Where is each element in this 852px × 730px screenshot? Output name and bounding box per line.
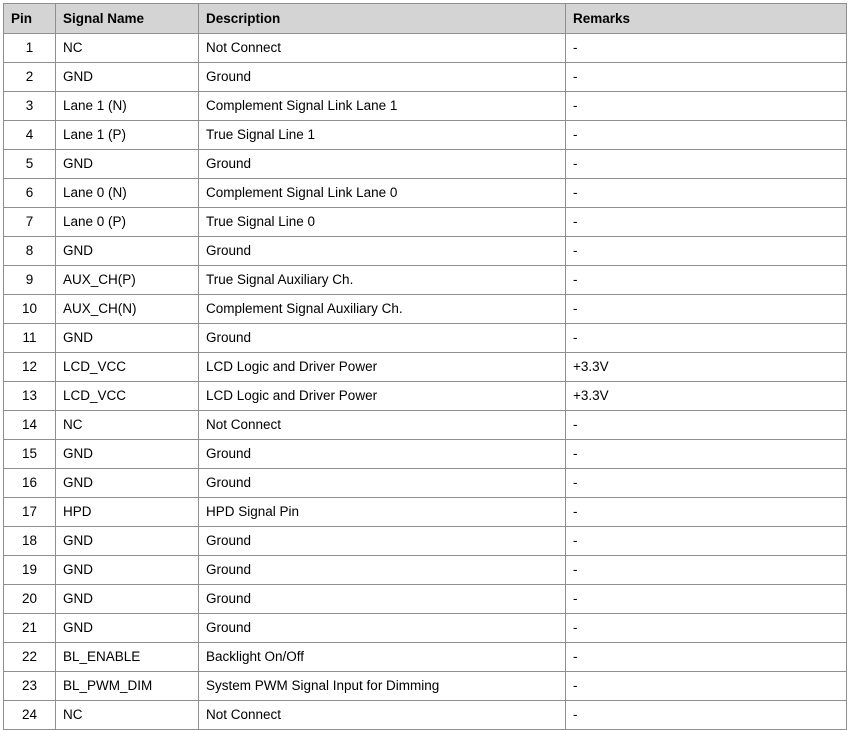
cell-description: Ground — [199, 150, 566, 179]
cell-signal-name: GND — [56, 585, 199, 614]
table-row — [4, 34, 847, 63]
cell-description: LCD Logic and Driver Power — [199, 353, 566, 382]
table-header — [4, 4, 847, 34]
cell-remarks: - — [566, 643, 847, 672]
cell-remarks: - — [566, 469, 847, 498]
cell-signal-name: GND — [56, 63, 199, 92]
table-row — [4, 266, 847, 295]
cell-pin: 24 — [4, 701, 56, 730]
table-row — [4, 643, 847, 672]
cell-pin: 23 — [4, 672, 56, 701]
table-row — [4, 237, 847, 266]
table-row — [4, 672, 847, 701]
cell-description: Not Connect — [199, 411, 566, 440]
cell-signal-name: BL_ENABLE — [56, 643, 199, 672]
cell-signal-name: AUX_CH(P) — [56, 266, 199, 295]
table-row — [4, 498, 847, 527]
table-row — [4, 208, 847, 237]
cell-pin: 3 — [4, 92, 56, 121]
cell-remarks: +3.3V — [566, 353, 847, 382]
table-row — [4, 295, 847, 324]
cell-signal-name: LCD_VCC — [56, 353, 199, 382]
cell-remarks: - — [566, 266, 847, 295]
cell-pin: 8 — [4, 237, 56, 266]
cell-description: Not Connect — [199, 34, 566, 63]
table-header-row — [4, 4, 847, 34]
table-row — [4, 527, 847, 556]
column-header-pin: Pin — [4, 4, 56, 34]
cell-description: Ground — [199, 527, 566, 556]
cell-pin: 10 — [4, 295, 56, 324]
cell-remarks: - — [566, 92, 847, 121]
cell-description: Ground — [199, 469, 566, 498]
cell-pin: 1 — [4, 34, 56, 63]
cell-description: Ground — [199, 585, 566, 614]
cell-pin: 9 — [4, 266, 56, 295]
cell-remarks: - — [566, 527, 847, 556]
table-row — [4, 121, 847, 150]
cell-signal-name: GND — [56, 527, 199, 556]
table-row — [4, 469, 847, 498]
column-header-description: Description — [199, 4, 566, 34]
cell-description: Complement Signal Link Lane 0 — [199, 179, 566, 208]
cell-pin: 17 — [4, 498, 56, 527]
cell-remarks: - — [566, 63, 847, 92]
cell-description: True Signal Auxiliary Ch. — [199, 266, 566, 295]
cell-pin: 13 — [4, 382, 56, 411]
cell-description: LCD Logic and Driver Power — [199, 382, 566, 411]
table-row — [4, 411, 847, 440]
cell-description: System PWM Signal Input for Dimming — [199, 672, 566, 701]
cell-remarks: - — [566, 150, 847, 179]
cell-description: Complement Signal Link Lane 1 — [199, 92, 566, 121]
cell-signal-name: GND — [56, 237, 199, 266]
cell-remarks: - — [566, 411, 847, 440]
cell-pin: 2 — [4, 63, 56, 92]
cell-description: Ground — [199, 237, 566, 266]
cell-pin: 12 — [4, 353, 56, 382]
table-row — [4, 179, 847, 208]
cell-pin: 15 — [4, 440, 56, 469]
cell-pin: 7 — [4, 208, 56, 237]
table-row — [4, 150, 847, 179]
cell-description: Not Connect — [199, 701, 566, 730]
cell-signal-name: GND — [56, 150, 199, 179]
cell-signal-name: Lane 1 (N) — [56, 92, 199, 121]
cell-pin: 4 — [4, 121, 56, 150]
cell-signal-name: NC — [56, 34, 199, 63]
cell-signal-name: NC — [56, 411, 199, 440]
cell-description: True Signal Line 0 — [199, 208, 566, 237]
cell-remarks: - — [566, 121, 847, 150]
cell-pin: 20 — [4, 585, 56, 614]
cell-remarks: - — [566, 34, 847, 63]
cell-pin: 21 — [4, 614, 56, 643]
cell-description: Complement Signal Auxiliary Ch. — [199, 295, 566, 324]
cell-remarks: - — [566, 179, 847, 208]
cell-signal-name: GND — [56, 469, 199, 498]
cell-description: True Signal Line 1 — [199, 121, 566, 150]
cell-pin: 18 — [4, 527, 56, 556]
column-header-signal-name: Signal Name — [56, 4, 199, 34]
cell-signal-name: Lane 1 (P) — [56, 121, 199, 150]
cell-remarks: +3.3V — [566, 382, 847, 411]
table-row — [4, 440, 847, 469]
cell-pin: 6 — [4, 179, 56, 208]
cell-description: Backlight On/Off — [199, 643, 566, 672]
cell-remarks: - — [566, 498, 847, 527]
cell-signal-name: AUX_CH(N) — [56, 295, 199, 324]
table-body — [4, 34, 847, 730]
table-row — [4, 353, 847, 382]
column-header-remarks: Remarks — [566, 4, 847, 34]
table-row — [4, 556, 847, 585]
pin-assignment-table — [3, 3, 847, 730]
cell-pin: 22 — [4, 643, 56, 672]
cell-signal-name: GND — [56, 556, 199, 585]
table-row — [4, 614, 847, 643]
cell-remarks: - — [566, 324, 847, 353]
cell-remarks: - — [566, 672, 847, 701]
table-row — [4, 324, 847, 353]
table-row — [4, 382, 847, 411]
cell-remarks: - — [566, 237, 847, 266]
cell-signal-name: GND — [56, 440, 199, 469]
cell-description: Ground — [199, 614, 566, 643]
cell-signal-name: LCD_VCC — [56, 382, 199, 411]
cell-remarks: - — [566, 295, 847, 324]
cell-pin: 16 — [4, 469, 56, 498]
cell-remarks: - — [566, 556, 847, 585]
cell-signal-name: NC — [56, 701, 199, 730]
cell-signal-name: Lane 0 (P) — [56, 208, 199, 237]
cell-signal-name: HPD — [56, 498, 199, 527]
table-row — [4, 585, 847, 614]
cell-description: Ground — [199, 63, 566, 92]
cell-pin: 19 — [4, 556, 56, 585]
cell-remarks: - — [566, 614, 847, 643]
cell-remarks: - — [566, 440, 847, 469]
cell-signal-name: BL_PWM_DIM — [56, 672, 199, 701]
cell-description: Ground — [199, 324, 566, 353]
table-row — [4, 701, 847, 730]
table-row — [4, 92, 847, 121]
cell-signal-name: GND — [56, 614, 199, 643]
cell-signal-name: Lane 0 (N) — [56, 179, 199, 208]
cell-description: HPD Signal Pin — [199, 498, 566, 527]
cell-description: Ground — [199, 440, 566, 469]
cell-pin: 14 — [4, 411, 56, 440]
cell-remarks: - — [566, 701, 847, 730]
table-row — [4, 63, 847, 92]
cell-pin: 11 — [4, 324, 56, 353]
cell-remarks: - — [566, 208, 847, 237]
cell-pin: 5 — [4, 150, 56, 179]
cell-remarks: - — [566, 585, 847, 614]
cell-description: Ground — [199, 556, 566, 585]
cell-signal-name: GND — [56, 324, 199, 353]
